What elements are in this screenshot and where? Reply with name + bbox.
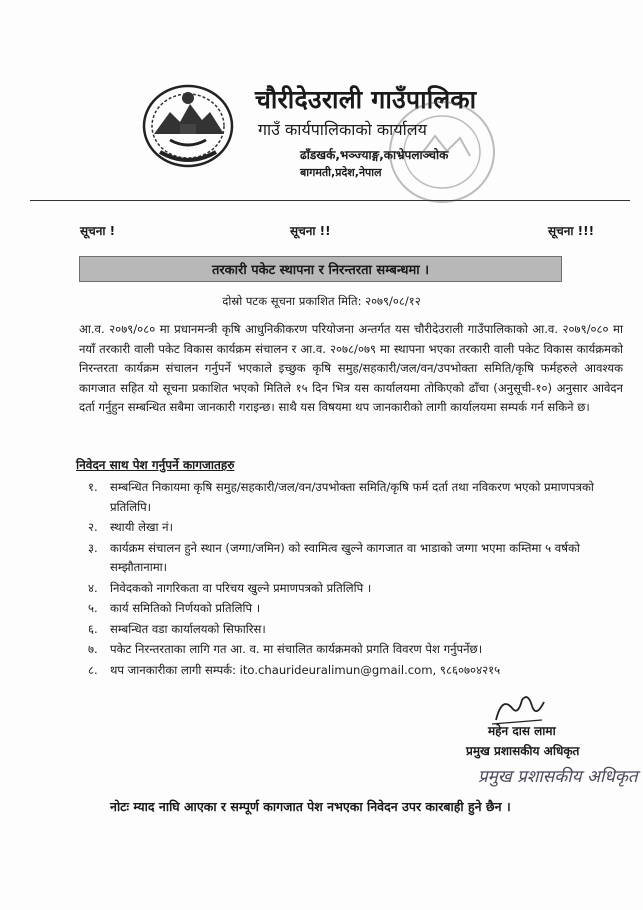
- publication-date: दोस्रो पटक सूचना प्रकाशित मिति: २०७९/०८/१२: [222, 294, 421, 308]
- list-item-text: पकेट निरन्तरताका लागि गत आ. व. मा संचालित कार्यक्रमको प्रगति विवरण पेश गर्नुपर्नेछ।: [110, 642, 483, 656]
- subject-text: तरकारी पकेट स्थापना र निरन्तरता सम्बन्धमा ।: [211, 263, 430, 278]
- body-paragraph: आ.व. २०७९/०८० मा प्रधानमन्त्री कृषि आधुनिकीकरण परियोजना अन्तर्गत यस चौरीदेउराली गाउँपालिकाको आ.व. २०७९/०८० मा नयाँ तरकारी वाली पकेट विकास कार्यक्रम संचालन र आ.व. २०७८/०७९ मा स्थापना भएका तरकारी वाली पकेट विकास कार्यक्रमको निरन्तरता कार्यक्रम संचालन गर्नुपर्ने भएकाले इच्छुक कृषि समुह/सहकारी/जल/वन/उपभोक्ता समिति/कृषि फर्महरुले आवश्यक कागजात सहित यो सूचना प्रकाशित भएको मितिले १५ दिन भित्र यस कार्यालयमा तोकिएको ढाँचा (अनुसूची-१०) अनुसार आवेदन दर्ता गर्नुहुन सम्बन्धित सबैमा जानकारी गराइन्छ। साथै यस विषयमा थप जानकारीको लागी कार्यालयमा सम्पर्क गर्न सकिने छ।: [79, 322, 623, 415]
- list-item-number: ४.: [88, 580, 98, 595]
- signatory-stamp: प्रमुख प्रशासकीय अधिकृत: [478, 767, 638, 787]
- list-item-text: थप जानकारीका लागी सम्पर्क: ito.chaurideuralimun@gmail.com, ९८६०७०४२१५: [110, 662, 501, 677]
- list-item-number: ७.: [88, 642, 98, 656]
- signatory-title: प्रमुख प्रशासकीय अधिकृत: [466, 744, 580, 758]
- nepal-government-emblem-icon: [140, 78, 236, 170]
- list-item: [88, 620, 628, 640]
- list-item: [88, 640, 628, 660]
- address-line-1: ढाँडखर्क,भञ्ज्याङ्ग,काभ्रेपलाञ्चोक: [300, 148, 449, 162]
- header-divider: [30, 200, 630, 201]
- list-item: [88, 518, 628, 538]
- footer-note: नोटः म्याद नाघि आएका र सम्पूर्ण कागजात पेश नभएका निवेदन उपर कारबाही हुने छैन ।: [110, 799, 511, 814]
- list-item-text: स्थायी लेखा नं।: [110, 520, 173, 534]
- list-item: [88, 478, 628, 517]
- list-item-text: निवेदकको नागरिकता वा परिचय खुल्ने प्रमाणपत्रको प्रतिलिपि ।: [110, 580, 372, 595]
- list-item-number: ५.: [88, 601, 98, 615]
- municipality-title: चौरीदेउराली गाउँपालिका: [255, 85, 477, 114]
- list-item-text: सम्बन्धित वडा कार्यालयको सिफारिस।: [110, 621, 266, 636]
- list-item-text: कार्य समितिको निर्णयको प्रतिलिपि ।: [110, 601, 261, 615]
- list-item: [88, 579, 628, 599]
- subject-banner: [79, 256, 562, 282]
- office-subtitle: गाउँ कार्यपालिकाको कार्यालय: [258, 120, 427, 139]
- documents-list: [88, 478, 628, 681]
- notice-label-2: सूचना !!: [290, 224, 331, 238]
- signatory-name: महेन दास लामा: [488, 724, 556, 738]
- list-item-number: ६.: [88, 621, 98, 636]
- office-stamp-icon: [385, 96, 500, 208]
- list-item-text: कार्यक्रम संचालन हुने स्थान (जग्गा/जमिन) को स्वामित्व खुल्ने कागजात वा भाडाको जग्गा भएमा कम्तिमा ५ वर्षको सम्झौतानामा।: [110, 540, 580, 574]
- list-item-text: सम्बन्धित निकायमा कृषि समुह/सहकारी/जल/वन/उपभोक्ता समिति/कृषि फर्म दर्ता तथा नविकरण भएको प्रमाणपत्रको प्रतिलिपि।: [110, 480, 594, 514]
- list-item: [88, 599, 628, 619]
- list-item-number: ८.: [88, 662, 98, 677]
- list-item-number: ३.: [88, 540, 98, 555]
- notice-label-3: सूचना !!!: [548, 224, 595, 238]
- notice-label-1: सूचना !: [80, 224, 116, 238]
- list-item-number: २.: [88, 520, 98, 534]
- address-line-2: बागमती,प्रदेश,नेपाल: [300, 166, 382, 179]
- list-item: [88, 661, 628, 681]
- list-item-number: १.: [88, 480, 98, 494]
- documents-heading: निवेदन साथ पेश गर्नुपर्ने कागजातहरु: [76, 458, 235, 472]
- list-item: [88, 539, 628, 578]
